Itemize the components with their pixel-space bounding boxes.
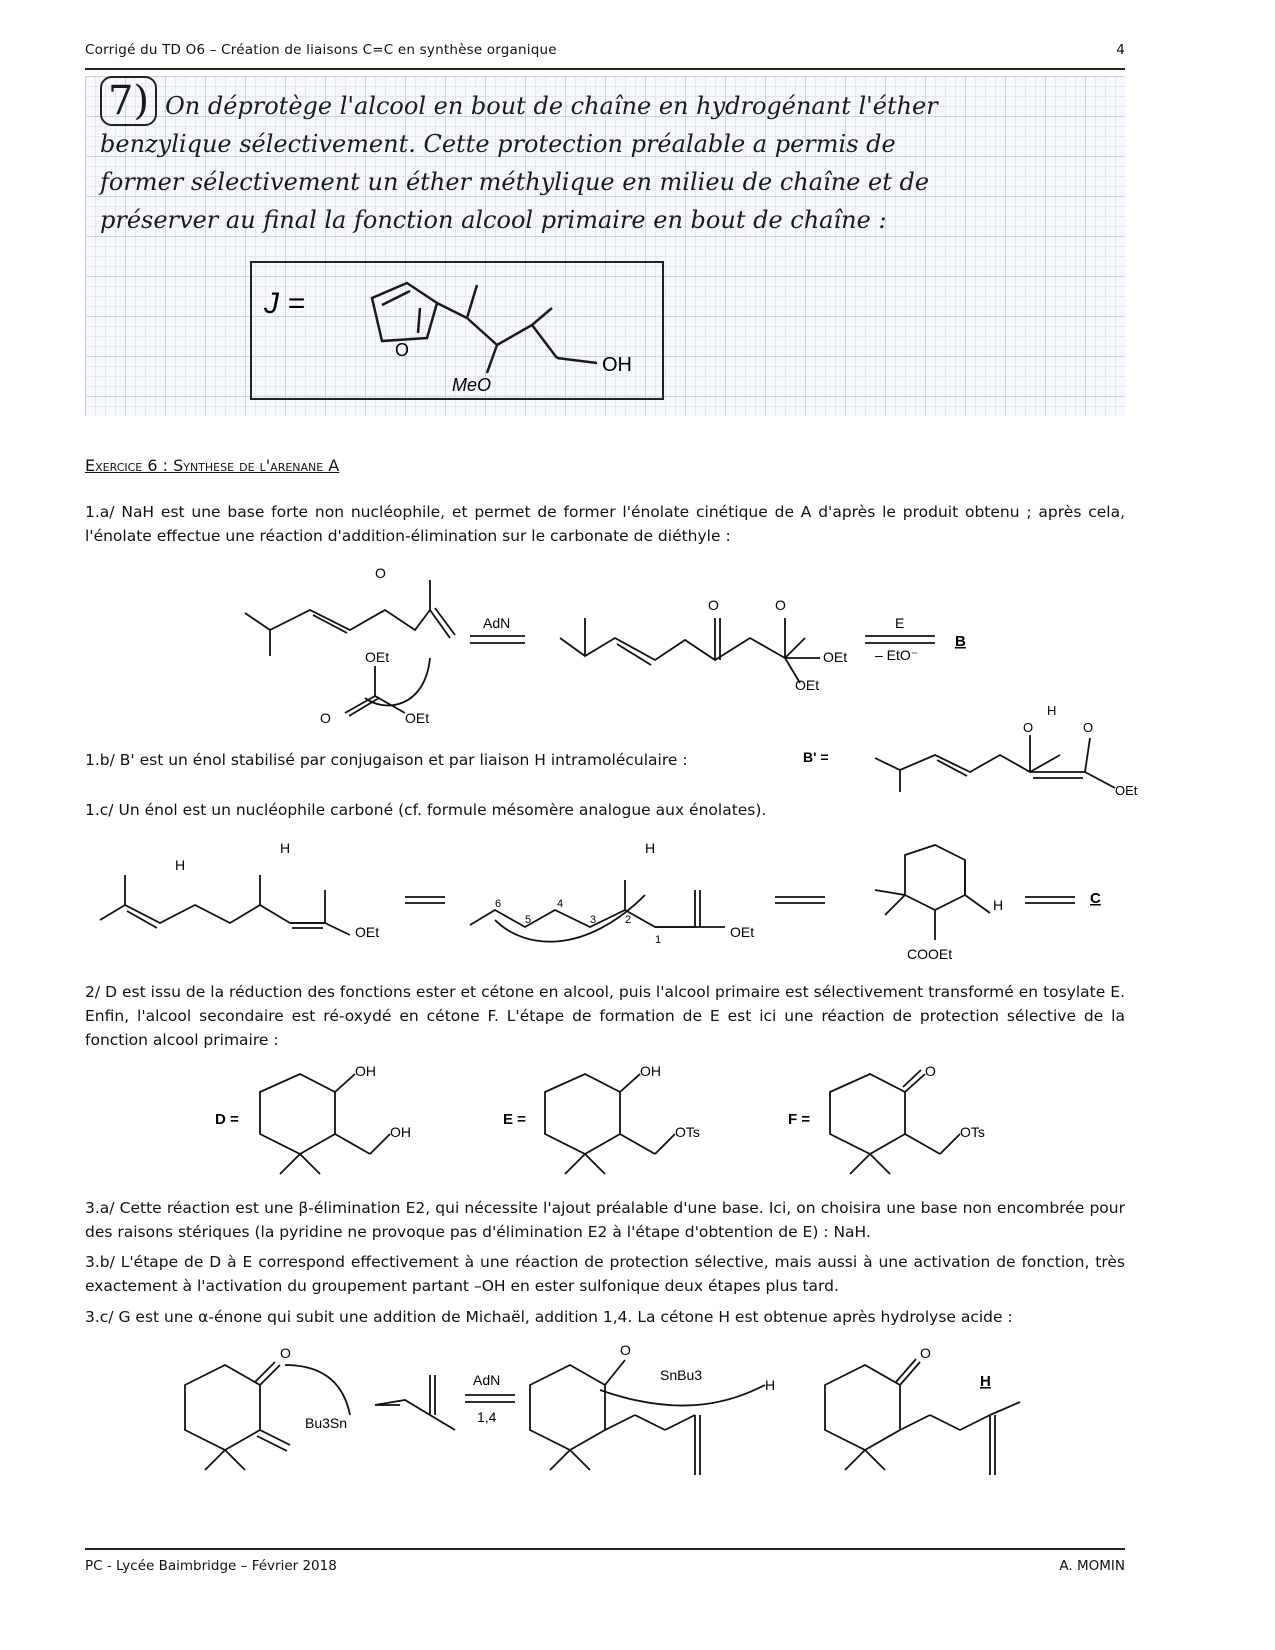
label-d: D = — [215, 1111, 239, 1128]
label-j: J = — [264, 287, 305, 320]
arrow-2-top: E — [895, 615, 905, 631]
oet-2: OEt — [730, 924, 755, 940]
q3c-text: G est une α-énone qui subit une addition de Michaël, addition 1,4. La cétone H est obtenue après hydrolyse acide : — [118, 1308, 1013, 1326]
e-oh: OH — [640, 1063, 661, 1079]
oh-label: OH — [602, 354, 632, 376]
scheme-4 — [85, 1340, 1125, 1490]
num-2: 2 — [625, 914, 632, 926]
alkoxide-o: O — [775, 597, 786, 613]
exercise-title: Exercice 6 : Synthese de l'arenane A — [85, 456, 340, 475]
enolate-o: O — [375, 565, 386, 581]
enol-h-1: H — [280, 840, 291, 856]
arrow-2-bottom: – EtO⁻ — [875, 647, 919, 663]
hand-line-4: préserver au final la fonction alcool primaire en bout de chaîne : — [100, 206, 887, 234]
d-oh-2: OH — [390, 1124, 411, 1140]
q3b-number: 3.b/ — [85, 1253, 115, 1271]
label-e: E = — [503, 1111, 526, 1128]
num-6: 6 — [495, 898, 502, 910]
bu3sn-label: Bu3Sn — [305, 1415, 348, 1431]
q1a-paragraph — [85, 500, 1125, 548]
q1c-paragraph — [85, 798, 1125, 822]
arrow-adn-label: AdN — [473, 1372, 501, 1388]
f-o: O — [925, 1063, 936, 1079]
carbonate-o: O — [320, 710, 331, 726]
scheme-2 — [85, 835, 1125, 965]
q1c-number: 1.c/ — [85, 801, 114, 819]
footer-rule — [85, 1548, 1125, 1550]
snbu3-label: SnBu3 — [660, 1367, 703, 1383]
intermediate-oet-2: OEt — [795, 677, 820, 693]
e-ots: OTs — [675, 1124, 700, 1140]
q2-text: D est issu de la réduction des fonctions ester et cétone en alcool, puis l'alcool primaire est sélectivement transformé en tosylate E. Enfin, l'alcool secondaire est ré-oxydé en cétone F. L'étape de formation de E est ici une réaction de protection sélective de la fonction alcool primaire : — [85, 983, 1125, 1049]
page-footer — [85, 1558, 1125, 1574]
num-4: 4 — [557, 898, 564, 910]
structure-j — [252, 263, 662, 398]
meo-label: MeO — [452, 375, 492, 395]
carbonate-oet-2: OEt — [405, 710, 430, 726]
oet-1: OEt — [355, 924, 380, 940]
hand-line-1: On déprotège l'alcool en bout de chaîne en hydrogénant l'éther — [165, 92, 938, 120]
q1c-text: Un énol est un nucléophile carboné (cf. formule mésomère analogue aux énolates). — [118, 801, 767, 819]
enol-o: O — [1023, 720, 1034, 735]
q1b-number: 1.b/ — [85, 751, 115, 769]
q3c-paragraph — [85, 1305, 1125, 1329]
question-number-7: 7) — [100, 76, 157, 126]
cooet-label: COOEt — [907, 946, 953, 962]
page-header — [85, 42, 1125, 58]
q3a-paragraph — [85, 1196, 1125, 1244]
structure-j-box — [250, 261, 664, 400]
ester-o: O — [1083, 720, 1094, 735]
structure-b-prime — [85, 700, 1138, 800]
page-number: 4 — [1116, 42, 1125, 58]
enolate-o: O — [620, 1342, 631, 1358]
label-f: F = — [788, 1111, 811, 1128]
furan-o: O — [395, 340, 410, 360]
handwritten-text — [100, 78, 1110, 239]
ketone-o: O — [920, 1345, 931, 1361]
footer-left: PC - Lycée Baimbridge – Février 2018 — [85, 1558, 337, 1574]
b-prime-label: B' = — [803, 749, 829, 765]
q2-paragraph — [85, 980, 1125, 1052]
b-prime-oet: OEt — [1115, 783, 1138, 798]
product-b: B — [955, 633, 966, 650]
arrow-14-label: 1,4 — [477, 1409, 497, 1425]
enone-o: O — [280, 1345, 291, 1361]
q3a-number: 3.a/ — [85, 1199, 115, 1217]
product-c: C — [1090, 890, 1101, 907]
footer-right: A. MOMIN — [1059, 1558, 1125, 1574]
product-h: H — [980, 1373, 991, 1390]
header-rule — [85, 68, 1125, 70]
scheme-3 — [85, 1062, 1125, 1182]
enol-h: H — [1047, 703, 1057, 718]
q1a-text: NaH est une base forte non nucléophile, et permet de former l'énolate cinétique de A d'après le produit obtenu ; après cela, l'énolate effectue une réaction d'addition-élimination sur le carbonate de diéthyle : — [85, 503, 1125, 545]
header-title: Corrigé du TD O6 – Création de liaisons C=C en synthèse organique — [85, 42, 557, 58]
num-3: 3 — [590, 914, 597, 926]
hand-line-3: former sélectivement un éther méthylique en milieu de chaîne et de — [100, 168, 930, 196]
d-oh-1: OH — [355, 1063, 376, 1079]
num-1: 1 — [655, 934, 662, 946]
proton-h: H — [765, 1377, 776, 1393]
intermediate-oet-1: OEt — [823, 649, 848, 665]
q2-number: 2/ — [85, 983, 101, 1001]
handwritten-scan — [85, 76, 1125, 416]
arrow-1-label: AdN — [483, 615, 511, 631]
q3b-text: L'étape de D à E correspond effectivement à une réaction de protection sélective, mais aussi à une activation de fonction, très exactement à l'activation du groupement partant –OH en ester sulfonique deux étapes plus tard. — [85, 1253, 1125, 1295]
hand-line-2: benzylique sélectivement. Cette protection préalable a permis de — [100, 130, 896, 158]
q1b-text: B' est un énol stabilisé par conjugaison et par liaison H intramoléculaire : — [119, 751, 688, 769]
enol-h-2: H — [645, 840, 656, 856]
q3a-text: Cette réaction est une β-élimination E2, qui nécessite l'ajout préalable d'une base. Ici, on choisira une base non encombrée pour des raisons stériques (la pyridine ne provoque pas d'élimination E2 à l'étape d'obtention de E) : NaH. — [85, 1199, 1125, 1241]
num-5: 5 — [525, 914, 532, 926]
carbonate-oet-1: OEt — [365, 649, 390, 665]
proton-h: H — [175, 857, 186, 873]
q1a-number: 1.a/ — [85, 503, 115, 521]
ketone-o: O — [708, 597, 719, 613]
f-ots: OTs — [960, 1124, 985, 1140]
q3b-paragraph — [85, 1250, 1125, 1298]
cation-h: H — [993, 897, 1004, 913]
q3c-number: 3.c/ — [85, 1308, 114, 1326]
